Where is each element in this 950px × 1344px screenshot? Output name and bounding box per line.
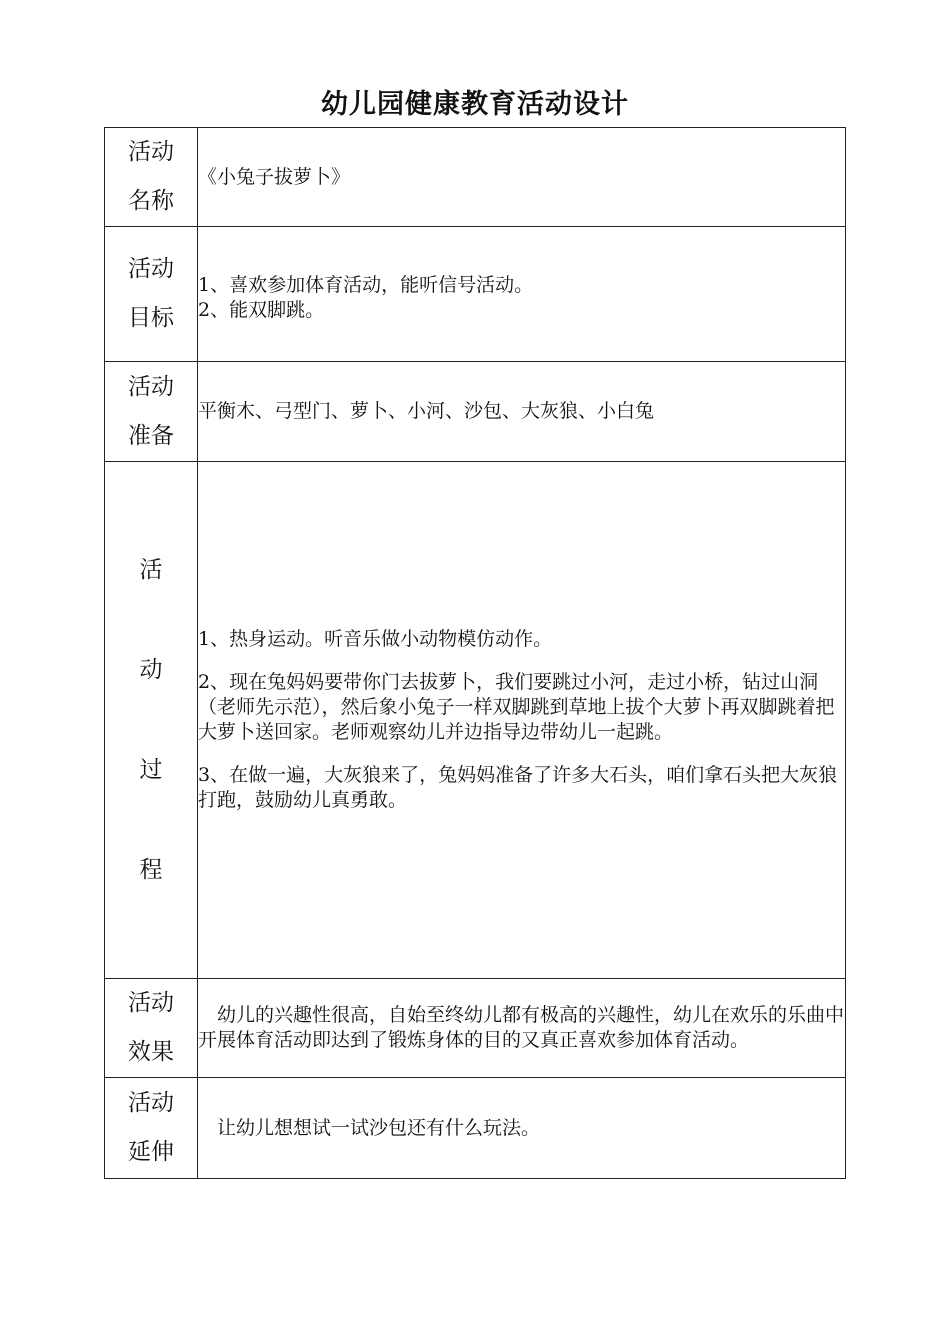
process-step: 2、现在兔妈妈要带你门去拔萝卜，我们要跳过小河，走过小桥，钻过山洞（老师先示范），然后象小兔子一样双脚跳到草地上拔个大萝卜再双脚跳着把大萝卜送回家。老师观察幼儿并边指导边带幼儿一起跳。 xyxy=(198,671,835,743)
label-line: 准备 xyxy=(128,422,174,449)
label-activity-goal xyxy=(105,227,198,362)
content-activity-effect xyxy=(198,979,846,1078)
row-activity-extension xyxy=(105,1078,846,1179)
content-activity-goal xyxy=(198,227,846,362)
label-line: 效果 xyxy=(128,1039,174,1065)
label-line: 目标 xyxy=(128,305,174,331)
content-activity-prep xyxy=(198,362,846,462)
process-step: 1、热身运动。听音乐做小动物模仿动作。 xyxy=(198,628,553,650)
row-activity-process xyxy=(105,462,846,979)
label-char: 过 xyxy=(139,757,163,783)
prep-materials-text: 平衡木、弓型门、萝卜、小河、沙包、大灰狼、小白兔 xyxy=(198,400,655,422)
label-char: 活 xyxy=(139,557,163,583)
row-activity-name xyxy=(105,128,846,227)
extension-text: 让幼儿想想试一试沙包还有什么玩法。 xyxy=(217,1116,541,1139)
content-activity-name xyxy=(198,128,846,227)
row-activity-prep xyxy=(105,362,846,462)
label-char: 动 xyxy=(139,657,163,683)
process-step: 3、在做一遍，大灰狼来了，兔妈妈准备了许多大石头，咱们拿石头把大灰狼打跑，鼓励幼儿真勇敢。 xyxy=(198,764,838,811)
activity-plan-table xyxy=(104,127,846,1179)
label-line: 名称 xyxy=(128,188,174,214)
label-activity-process xyxy=(105,462,198,979)
row-activity-effect xyxy=(105,979,846,1078)
label-activity-prep xyxy=(105,362,198,462)
label-line: 活动 xyxy=(128,373,174,400)
label-line: 活动 xyxy=(128,1090,174,1116)
goal-item: 1、喜欢参加体育活动，能听信号活动。 xyxy=(198,274,534,296)
label-line: 活动 xyxy=(128,256,174,282)
content-activity-extension xyxy=(198,1078,846,1179)
document-title: 幼儿园健康教育活动设计 xyxy=(321,89,629,120)
effect-text: 幼儿的兴趣性很高，自始至终幼儿都有极高的兴趣性，幼儿在欢乐的乐曲中开展体育活动即达到了锻炼身体的目的又真正喜欢参加体育活动。 xyxy=(198,1004,845,1051)
label-activity-name xyxy=(105,128,198,227)
activity-name-text: 《小兔子拔萝卜》 xyxy=(198,165,351,188)
label-activity-extension xyxy=(105,1078,198,1179)
goal-item: 2、能双脚跳。 xyxy=(198,299,325,321)
label-activity-effect xyxy=(105,979,198,1078)
content-activity-process xyxy=(198,462,846,979)
label-line: 活动 xyxy=(128,139,174,165)
row-activity-goal xyxy=(105,227,846,362)
label-char: 程 xyxy=(139,857,163,883)
label-line: 延伸 xyxy=(128,1139,174,1165)
label-line: 活动 xyxy=(128,990,174,1016)
